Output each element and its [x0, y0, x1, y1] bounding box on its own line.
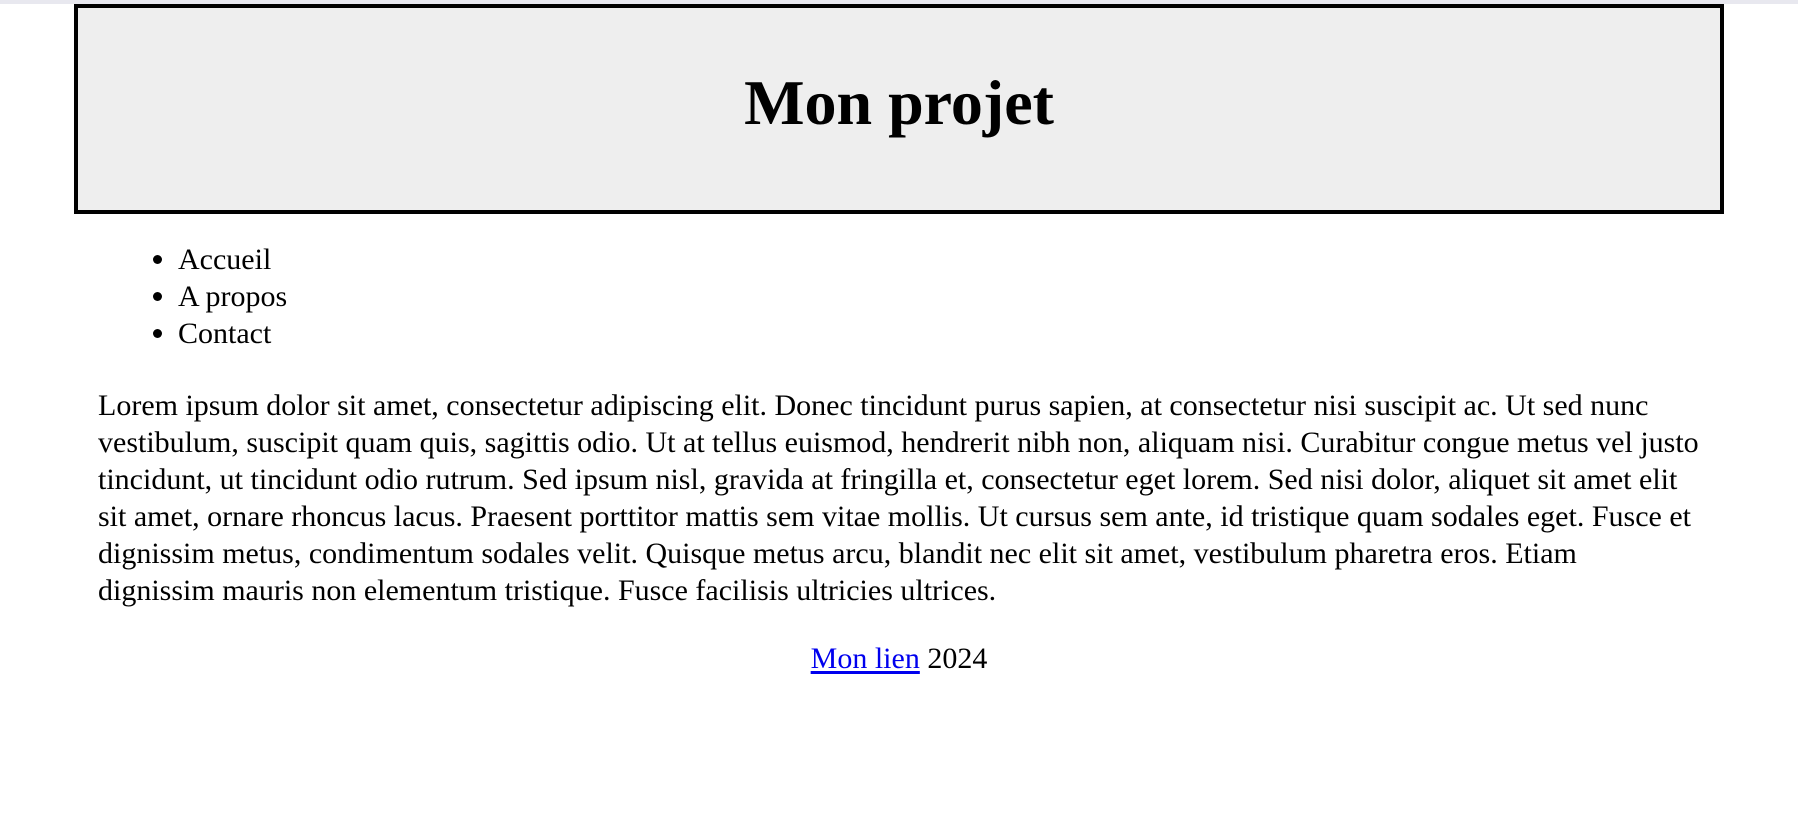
- page-title: Mon projet: [744, 67, 1054, 138]
- nav-item-label: Accueil: [178, 243, 272, 276]
- body-paragraph: Lorem ipsum dolor sit amet, consectetur adipiscing elit. Donec tincidunt purus sapien, at consectetur nisi suscipit ac. Ut sed nunc vestibulum, suscipit quam quis, sagittis odio. Ut at tellus euismod, hendrerit nibh non, aliquam nisi. Curabitur congue metus vel justo tincidunt, ut tincidunt odio rutrum. Sed ipsum nisl, gravida at fringilla et, consectetur eget lorem. Sed nisi dolor, aliquet sit amet elit sit amet, ornare rhoncus lacus. Praesent porttitor mattis sem vitae mollis. Ut cursus sem ante, id tristique quam sodales eget. Fusce et dignissim metus, condimentum sodales velit. Quisque metus arcu, blandit nec elit sit amet, vestibulum pharetra eros. Etiam dignissim mauris non elementum tristique. Fusce facilisis ultricies ultrices.: [98, 389, 1699, 607]
- nav-item-accueil: [153, 241, 287, 278]
- nav-item-contact: [153, 315, 287, 352]
- bullet-icon: [153, 292, 162, 301]
- nav-list: [153, 241, 287, 352]
- nav-item-label: A propos: [178, 280, 288, 313]
- site-footer: [0, 640, 1798, 677]
- nav-item-a-propos: [153, 278, 287, 315]
- footer-year: 2024: [927, 642, 988, 675]
- footer-link[interactable]: Mon lien: [810, 642, 920, 675]
- bullet-icon: [153, 329, 162, 338]
- main-nav: [153, 241, 287, 352]
- bullet-icon: [153, 255, 162, 264]
- site-header: [74, 4, 1724, 214]
- nav-item-label: Contact: [178, 317, 272, 350]
